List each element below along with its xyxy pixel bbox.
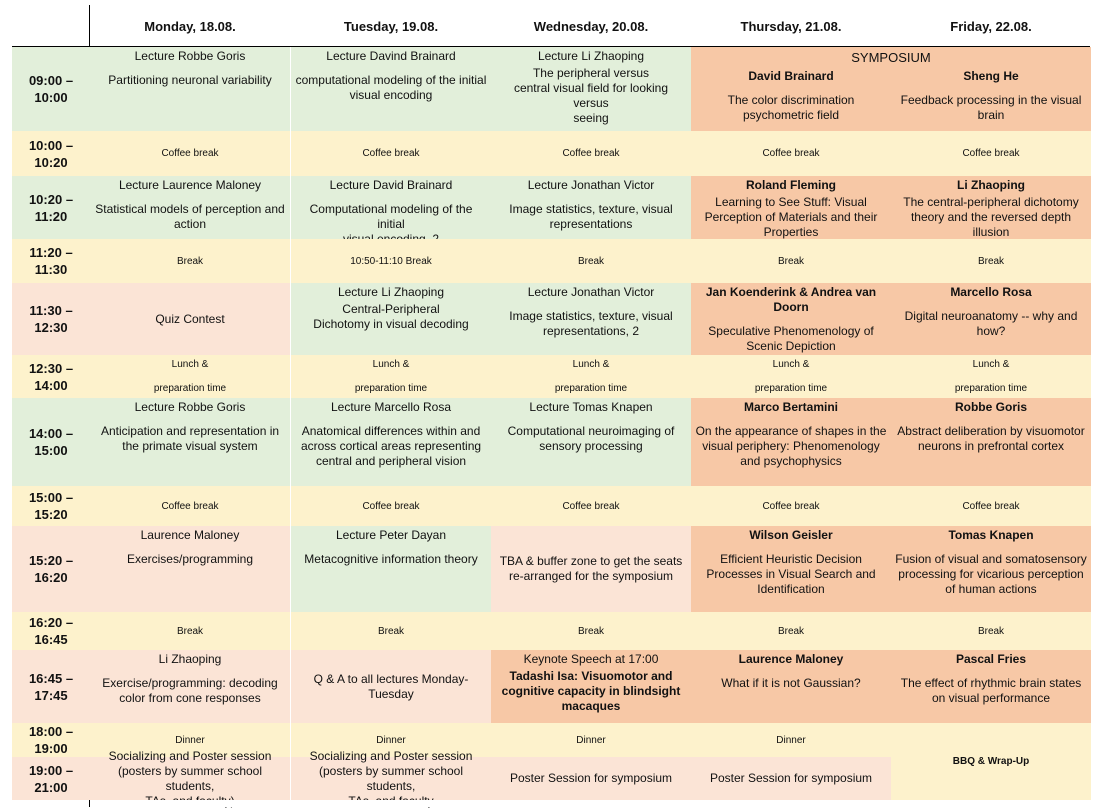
session-cell xyxy=(691,131,891,176)
session-text: neurons in prefrontal cortex xyxy=(917,439,1065,453)
session-cell xyxy=(891,176,1091,239)
session-cell xyxy=(90,47,290,131)
session-text: across cortical areas representing xyxy=(300,439,482,453)
session-cell xyxy=(691,283,891,355)
session-text: representations, 2 xyxy=(542,324,640,338)
session-cell xyxy=(90,398,290,486)
session-text: Dinner xyxy=(576,734,606,746)
time-slot xyxy=(12,398,90,486)
time-slot-label: 11:20 – xyxy=(29,245,73,260)
day-header: Friday, 22.08. xyxy=(950,18,1032,34)
time-slot-label: 19:00 – xyxy=(28,762,74,778)
session-text: Q & A to all lectures Monday- xyxy=(313,671,469,686)
session-text: Lunch & xyxy=(171,359,209,370)
session-text: Tadashi Isa: Visuomotor and xyxy=(509,669,673,683)
session-cell xyxy=(891,239,1091,283)
session-text: preparation time xyxy=(153,383,227,394)
time-slot-label: 14:00 xyxy=(34,377,68,393)
session-title: Laurence Maloney xyxy=(738,652,844,666)
time-slot-label: 11:30 xyxy=(34,262,68,277)
session-cell xyxy=(691,355,891,398)
session-text: Learning to See Stuff: Visual xyxy=(715,195,867,209)
session-title: Pascal Fries xyxy=(955,652,1027,666)
session-text: Statistical models of perception and xyxy=(95,202,285,216)
session-title: Lecture Peter Dayan xyxy=(335,528,447,542)
session-text: computational modeling of the initial xyxy=(295,73,487,87)
session-cell xyxy=(90,526,290,612)
session-title: Lecture Davind Brainard xyxy=(326,49,456,63)
session-text: The central-peripheral dichotomy xyxy=(903,195,1079,209)
session-title: Marco Bertamini xyxy=(743,400,839,414)
session-text: Break xyxy=(377,625,405,637)
session-text: Processes in Visual Search and xyxy=(706,567,876,581)
session-text: processing for vicarious perception xyxy=(898,567,1084,581)
session-text: seeing xyxy=(573,111,609,125)
session-cell xyxy=(491,612,691,650)
session-text: Break xyxy=(977,255,1005,267)
session-text: Coffee break xyxy=(562,148,620,159)
session-text: Break xyxy=(176,625,204,637)
time-slot-label: 15:20 – xyxy=(28,553,74,568)
session-text: Dinner xyxy=(175,734,205,746)
session-title: Laurence Maloney xyxy=(140,528,240,542)
session-text: central and peripheral vision xyxy=(315,454,467,468)
session-cell xyxy=(491,176,691,239)
time-slot xyxy=(12,612,90,650)
time-slot-label: 10:00 – xyxy=(28,137,74,153)
session-text: The peripheral versus xyxy=(532,66,650,80)
session-cell xyxy=(891,650,1091,723)
time-slot-label: 21:00 xyxy=(34,779,68,795)
session-text: Image statistics, texture, visual xyxy=(509,309,673,323)
session-cell xyxy=(891,526,1091,612)
time-slot-label: 09:00 – xyxy=(28,73,74,88)
time-slot-label: 15:00 – xyxy=(28,490,74,505)
session-cell xyxy=(291,612,491,650)
session-cell xyxy=(291,526,491,612)
session-text: and psychophysics xyxy=(740,454,842,468)
time-slot-label: 14:00 – xyxy=(28,426,74,441)
time-slot-label: 16:45 – xyxy=(28,670,74,686)
session-text: preparation time xyxy=(354,383,428,394)
session-cell xyxy=(291,47,491,131)
session-title: Marcello Rosa xyxy=(950,285,1032,299)
session-text: Coffee break xyxy=(562,500,620,512)
session-cell xyxy=(891,612,1091,650)
session-cell xyxy=(691,398,891,486)
session-title: Lecture Tomas Knapen xyxy=(529,400,653,414)
session-cell xyxy=(891,283,1091,355)
session-cell xyxy=(691,239,891,283)
session-text: Efficient Heuristic Decision xyxy=(720,552,862,566)
session-title: Lecture Marcello Rosa xyxy=(330,400,452,414)
session-cell xyxy=(90,486,290,526)
session-text: Break xyxy=(577,625,605,637)
session-text: Coffee break xyxy=(962,148,1020,159)
session-cell xyxy=(891,398,1091,486)
session-title: Lecture Robbe Goris xyxy=(134,49,246,63)
session-text: Properties xyxy=(763,225,819,239)
session-text: Computational neuroimaging of xyxy=(507,424,675,438)
session-text: Break xyxy=(777,255,805,267)
session-text: macaques xyxy=(561,699,621,713)
session-text: Dinner xyxy=(376,734,406,746)
session-text: central visual field for looking versus xyxy=(513,81,669,110)
time-slot-label: 16:20 – xyxy=(28,615,74,630)
session-title: Lecture Li Zhaoping xyxy=(337,285,445,299)
session-title: Lecture Jonathan Victor xyxy=(527,285,655,299)
time-slot-label: 16:45 xyxy=(34,632,68,647)
session-cell xyxy=(90,283,290,355)
session-text: Fusion of visual and somatosensory xyxy=(895,552,1087,566)
time-slot-label: 12:30 xyxy=(34,320,68,335)
session-text: The effect of rhythmic brain states xyxy=(900,676,1082,690)
session-cell xyxy=(691,526,891,612)
session-text: Digital neuroanatomy -- why and xyxy=(904,309,1078,323)
session-text: Computational modeling of the initial xyxy=(309,202,473,231)
session-text: On the appearance of shapes in the xyxy=(695,424,887,438)
session-cell xyxy=(291,176,491,239)
session-text: What if it is not Gaussian? xyxy=(721,676,861,690)
session-text: 10:50-11:10 Break xyxy=(350,255,432,267)
session-cell xyxy=(90,612,290,650)
session-text: on visual performance xyxy=(931,691,1051,705)
session-text: how? xyxy=(976,324,1006,338)
time-slot xyxy=(12,131,90,176)
session-text: Socializing and Poster session xyxy=(309,748,473,763)
session-cell xyxy=(491,398,691,486)
session-text: Break xyxy=(777,625,805,637)
session-cell xyxy=(491,131,691,176)
time-slot-label: 15:20 xyxy=(34,507,68,522)
session-cell xyxy=(291,398,491,486)
session-text: action xyxy=(173,217,207,231)
session-text: Coffee break xyxy=(962,500,1020,512)
session-text: Lunch & xyxy=(572,359,610,370)
session-cell xyxy=(691,612,891,650)
session-cell xyxy=(891,486,1091,526)
session-text: preparation time xyxy=(754,383,828,394)
session-cell xyxy=(291,355,491,398)
session-text: Poster Session for symposium xyxy=(709,771,873,785)
session-title: Tomas Knapen xyxy=(948,528,1034,542)
session-text: Lunch & xyxy=(372,359,410,370)
session-cell xyxy=(491,526,691,612)
session-text: re-arranged for the symposium xyxy=(508,569,674,583)
session-text: (posters by summer school students, xyxy=(318,763,464,793)
session-text: Image statistics, texture, visual xyxy=(509,202,673,216)
session-text: of human actions xyxy=(945,582,1037,596)
session-text: Coffee break xyxy=(161,148,219,159)
time-slot-label: 19:00 xyxy=(34,741,68,756)
session-cell xyxy=(291,650,491,723)
time-slot xyxy=(12,526,90,612)
session-cell xyxy=(491,355,691,398)
session-cell xyxy=(691,176,891,239)
session-text: Break xyxy=(977,625,1005,637)
session-text: Identification xyxy=(757,582,825,596)
session-cell xyxy=(90,176,290,239)
time-slot-label: 10:00 xyxy=(34,90,68,105)
session-text: cognitive capacity in blindsight xyxy=(501,684,681,698)
session-title: Keynote Speech at 17:00 xyxy=(523,652,659,666)
time-slot-label: 10:20 – xyxy=(28,191,74,207)
time-slot-label: 15:00 xyxy=(34,443,68,458)
session-cell xyxy=(291,239,491,283)
time-slot xyxy=(12,239,90,283)
session-text: TBA & buffer zone to get the seats xyxy=(499,554,683,568)
time-slot xyxy=(12,283,90,355)
table-bottom-margin xyxy=(90,800,1090,807)
session-cell xyxy=(90,239,290,283)
day-header: Monday, 18.08. xyxy=(144,18,236,34)
session-cell xyxy=(291,131,491,176)
session-cell xyxy=(90,650,290,723)
time-slot-label: 17:45 xyxy=(34,687,68,703)
session-cell xyxy=(491,650,691,723)
session-text: preparation time xyxy=(554,383,628,394)
session-text: Coffee break xyxy=(362,148,420,159)
time-slot-label: 11:30 – xyxy=(29,303,73,318)
session-text: Tuesday xyxy=(368,686,414,701)
session-text: BBQ & Wrap-Up xyxy=(952,756,1030,767)
session-cell xyxy=(491,47,691,131)
session-text: Break xyxy=(577,255,605,267)
session-text: the primate visual system xyxy=(122,439,258,453)
session-text: Exercise/programming: decoding xyxy=(102,676,278,690)
session-text: Feedback processing in the visual xyxy=(900,93,1082,107)
session-cell xyxy=(90,748,290,800)
session-text: Perception of Materials and their xyxy=(704,210,878,224)
session-cell xyxy=(291,748,491,800)
time-slot xyxy=(12,47,90,131)
session-text: Central-Peripheral xyxy=(342,302,440,316)
session-text: Break xyxy=(176,255,204,267)
time-slot-label: 18:00 – xyxy=(28,724,74,739)
session-text: Metacognitive information theory xyxy=(304,552,478,566)
session-text: theory and the reversed depth xyxy=(910,210,1072,224)
session-title: Lecture David Brainard xyxy=(329,178,453,192)
session-text: visual encoding xyxy=(349,88,433,102)
session-text: preparation time xyxy=(954,383,1028,394)
session-title: Li Zhaoping xyxy=(158,652,222,666)
session-cell xyxy=(491,283,691,355)
session-title: Jan Koenderink & Andrea van Doorn xyxy=(705,285,877,314)
time-slot xyxy=(12,757,90,800)
session-text: Scenic Depiction xyxy=(746,339,836,353)
session-cell xyxy=(291,283,491,355)
session-text: sensory processing xyxy=(539,439,643,453)
time-slot-label: 11:20 xyxy=(34,208,68,224)
time-slot xyxy=(12,723,90,757)
session-cell xyxy=(90,131,290,176)
session-cell xyxy=(691,723,891,757)
session-text: Coffee break xyxy=(762,148,820,159)
session-title: Lecture Li Zhaoping xyxy=(537,49,645,63)
session-cell xyxy=(891,355,1091,398)
symposium-label: SYMPOSIUM xyxy=(851,50,931,65)
session-text: color from cone responses xyxy=(119,691,261,705)
session-cell xyxy=(491,723,691,757)
session-title: Wilson Geisler xyxy=(749,528,833,542)
session-text: Quiz Contest xyxy=(155,311,225,326)
session-text: Dinner xyxy=(776,734,806,746)
session-text: psychometric field xyxy=(742,108,840,122)
session-cell xyxy=(691,650,891,723)
time-slot-label: 10:20 xyxy=(34,154,68,170)
session-cell xyxy=(891,131,1091,176)
session-text: Dichotomy in visual decoding xyxy=(313,317,469,331)
session-title: Robbe Goris xyxy=(954,400,1027,414)
time-slot xyxy=(12,650,90,723)
session-text: The color discrimination xyxy=(727,93,855,107)
session-cell xyxy=(891,723,1091,800)
session-title: David Brainard xyxy=(748,69,834,83)
session-text: Anatomical differences within and xyxy=(301,424,481,438)
time-slot xyxy=(12,176,90,239)
session-text: Coffee break xyxy=(161,500,219,512)
session-title: Roland Fleming xyxy=(746,178,836,192)
session-cell xyxy=(491,486,691,526)
time-slot-label: 16:20 xyxy=(34,570,68,585)
session-cell xyxy=(90,355,290,398)
session-title: Lecture Robbe Goris xyxy=(134,400,246,414)
session-text: Lunch & xyxy=(972,359,1010,370)
time-slot xyxy=(12,486,90,526)
session-cell xyxy=(491,239,691,283)
session-cell xyxy=(491,757,691,800)
session-text: (posters by summer school students, xyxy=(117,763,263,793)
session-text: representations xyxy=(549,217,633,231)
session-cell xyxy=(291,486,491,526)
session-text: Coffee break xyxy=(362,500,420,512)
session-text: Speculative Phenomenology of xyxy=(708,324,874,338)
session-text: Socializing and Poster session xyxy=(108,748,272,763)
session-text: Partitioning neuronal variability xyxy=(108,73,272,87)
session-text: illusion xyxy=(972,225,1010,239)
session-title: Lecture Jonathan Victor xyxy=(527,178,655,192)
session-text: Coffee break xyxy=(762,500,820,512)
day-header: Tuesday, 19.08. xyxy=(343,18,439,34)
session-title: Li Zhaoping xyxy=(957,178,1025,192)
session-text: brain xyxy=(977,108,1005,122)
session-cell xyxy=(691,757,891,800)
session-text: Exercises/programming xyxy=(126,552,254,566)
session-title: Lecture Laurence Maloney xyxy=(118,178,262,192)
time-slot xyxy=(12,355,90,398)
time-slot-label: 12:30 – xyxy=(28,360,74,376)
day-header: Thursday, 21.08. xyxy=(740,18,842,34)
session-text: Anticipation and representation in xyxy=(100,424,280,438)
session-cell xyxy=(691,486,891,526)
session-text: Lunch & xyxy=(772,359,810,370)
session-title: Sheng He xyxy=(963,69,1019,83)
session-text: Poster Session for symposium xyxy=(509,771,673,785)
session-text: visual periphery: Phenomenology xyxy=(702,439,880,453)
session-text: Abstract deliberation by visuomotor xyxy=(897,424,1085,438)
day-header: Wednesday, 20.08. xyxy=(533,18,649,34)
